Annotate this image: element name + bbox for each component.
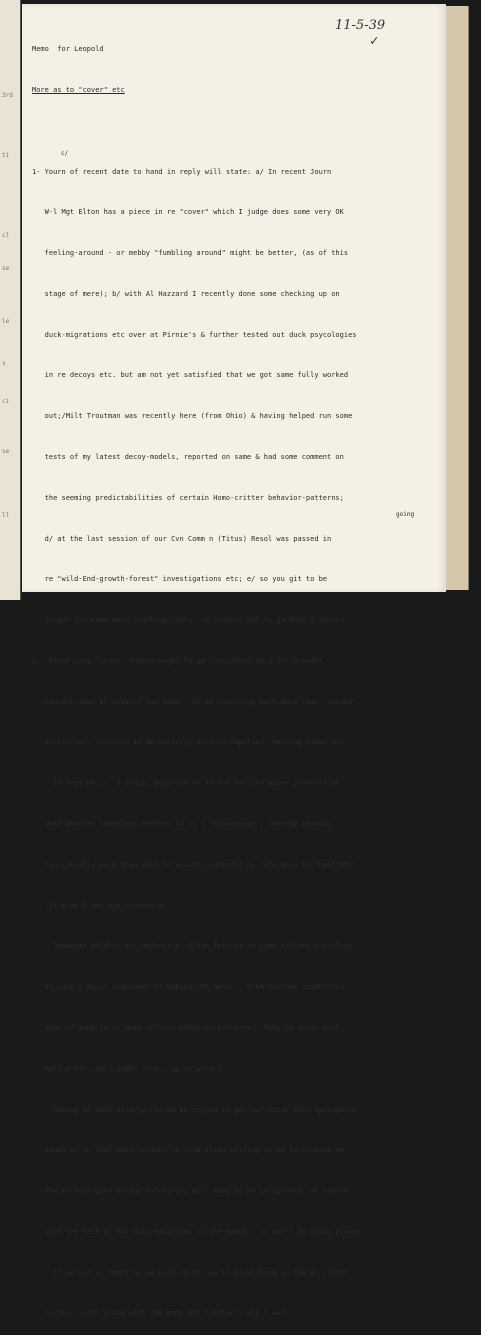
memo-text — [32, 16, 442, 1335]
text-line: (if & as I got him correctly). — [32, 901, 172, 910]
left-page-edge — [0, 0, 21, 600]
margin-mark: s — [2, 360, 6, 367]
margin-mark: ll — [2, 512, 10, 519]
memo-heading: Memo for Leopold — [32, 45, 104, 54]
text-line: concept than it usually has been:- ie as involving much more than "escape" — [32, 697, 357, 706]
text-line: If we are as smart as we need to be, we'll be working on the H.critter — [32, 1268, 349, 1277]
text-line: re "wild-End-growth-forest" investigations etc; e/ so you git to be — [32, 575, 328, 584]
check-mark: ✓ — [370, 33, 379, 49]
text-line: d/ at the last session of our Cvn Comm n (Titus) Resol was passed in — [32, 534, 332, 543]
text-line: with the Tech-Ec-Soc-poly equations of the Homos - or won't be going places — [32, 1227, 361, 1236]
text-line: mating etc, only under cover, as it were.) — [32, 1064, 222, 1073]
margin-mark: le — [2, 318, 10, 325]
memo-subheading: More as to "cover" etc — [32, 85, 125, 94]
text-line: 2- Elton says "cover" should-ought to be considered as a lot broader — [32, 656, 323, 665]
text-line: tuned in on that wave-length, to find Elton getting in on it pleases me. — [32, 1146, 349, 1155]
text-line: Having to date utterly failed in trying to get our local Anthropologists — [32, 1105, 357, 1114]
inserted-word-going: going — [396, 511, 415, 518]
text-line: the seeming predictabilities of certain Homo-critter behavior-patterns; — [32, 493, 344, 502]
text-line: W-l Mgt Elton has a piece in re "cover" which I judge does some very OK — [32, 208, 344, 217]
text-line: tests of my latest decoy-models, reported on same & had some comment on — [32, 453, 344, 461]
text-line: in re decoys etc. but am not yet satisfied that we got same fully worked — [32, 371, 349, 380]
text-line: The technologies of our wildlifers will have to be integrated, of course, — [32, 1187, 353, 1196]
margin-mark: ci — [2, 398, 10, 405]
text-line: feeling-around - or mebby "fumbling around" might be better, (as of this — [32, 249, 349, 258]
text-line: 1- Yourn of recent date to hand in reply will state: a/ In recent Journ — [32, 167, 332, 176]
text-line: factors right along with the game etc critters, won't we? — [32, 1309, 285, 1318]
text-line — [32, 125, 442, 139]
text-line: In that he is, I judge, begining to factor out the major elements of — [32, 779, 340, 788]
inserted-letter-c: c/ — [61, 150, 69, 157]
text-line: out;/Milt Troutman was recently here (from Ohio) & having helped run some — [32, 412, 353, 421]
text-line: stage of mere); b/ with Al Hazzard I recently done some checking up on — [32, 289, 340, 298]
margin-mark: ti — [2, 152, 10, 159]
margin-mark: se — [2, 265, 10, 272]
text-line: Somewhat mildly, but definitly, Elton fetches in some critter-psycology — [32, 942, 353, 951]
text-line: facilities, location in OK vicinity to food-supplies, nesting-sites etc. — [32, 738, 349, 747]
text-line: some of same in re Homo-critter behavior-patterns! (They do their best — [32, 1023, 340, 1032]
page-stack-edge — [446, 6, 469, 590]
text-line: what Wheeler sometimes refered to as a "biocoenose"; thereby meaning — [32, 820, 332, 829]
text-line: target for some more sighting shots, (& carbons apt to go hear & there). — [32, 616, 349, 625]
margin-mark: 3rd — [2, 92, 13, 99]
margin-mark: se — [2, 448, 10, 455]
text-line: duck-migrations etc over at Pirnie's & further tested out duck psycologies — [32, 330, 357, 339]
handwritten-date: 11-5-39 — [335, 18, 386, 33]
text-line: as such a major component of habitat-OK-ness... & he further adumbrates — [32, 983, 344, 992]
margin-mark: cl — [2, 232, 10, 239]
text-line: considerably more than what is usually intended by reference to "habitats", — [32, 860, 361, 869]
